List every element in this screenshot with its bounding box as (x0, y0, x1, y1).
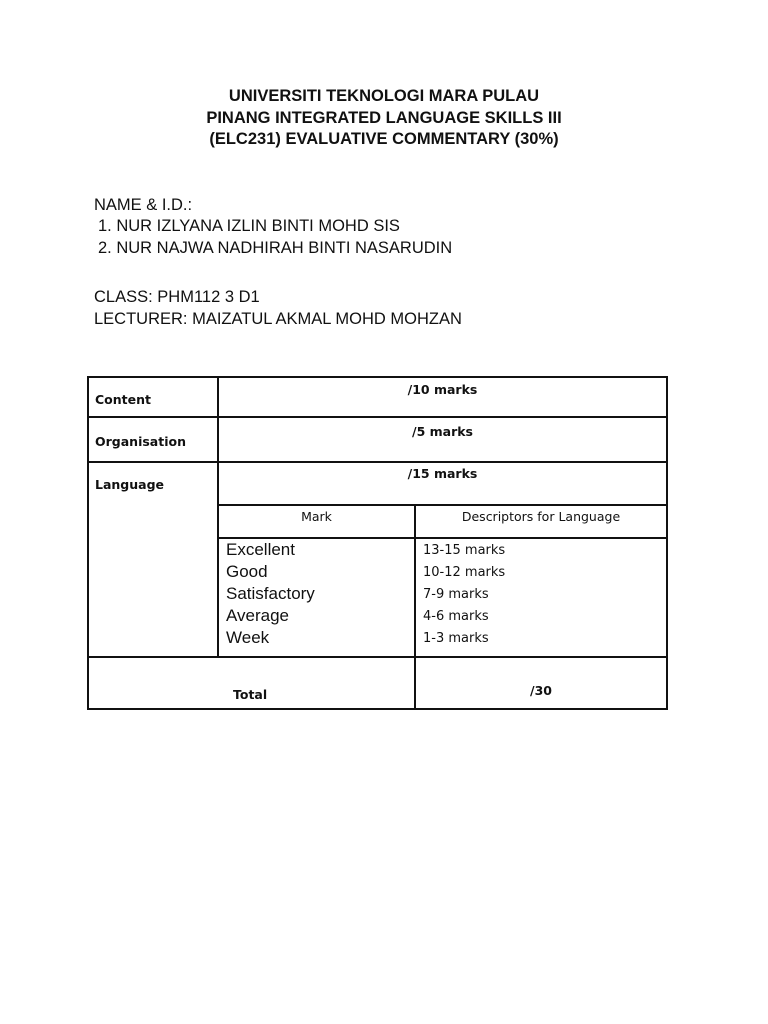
grade-descriptor: 7-9 marks (423, 587, 489, 602)
grade-descriptor: 1-3 marks (423, 631, 489, 646)
table-border (666, 376, 668, 710)
grade-descriptor: 10-12 marks (423, 565, 506, 580)
lecturer-info: LECTURER: MAIZATUL AKMAL MOHD MOHZAN (94, 310, 462, 328)
table-border (87, 376, 668, 378)
grade-mark: Excellent (226, 540, 295, 559)
subheader-mark: Mark (301, 509, 332, 524)
grade-descriptors (423, 540, 505, 650)
table-border (414, 504, 416, 710)
total-label: Total (233, 687, 268, 702)
class-info: CLASS: PHM112 3 D1 (94, 288, 260, 306)
table-border (217, 504, 668, 506)
member-1: 1. NUR IZLYANA IZLIN BINTI MOHD SIS (98, 217, 400, 235)
grade-mark: Average (226, 606, 290, 625)
grade-descriptor: 13-15 marks (423, 543, 506, 558)
row-value-language: /15 marks (407, 466, 478, 481)
name-label: NAME & I.D.: (94, 196, 193, 214)
grade-mark: Week (226, 628, 270, 647)
document-title (0, 86, 768, 151)
table-border (87, 416, 668, 418)
member-2: 2. NUR NAJWA NADHIRAH BINTI NASARUDIN (98, 239, 453, 257)
row-label-content: Content (95, 392, 151, 407)
title-line: UNIVERSITI TEKNOLOGI MARA PULAU (228, 87, 540, 105)
grade-descriptor: 4-6 marks (423, 609, 489, 624)
row-label-language: Language (95, 477, 165, 492)
row-value-content: /10 marks (407, 382, 478, 397)
table-border (87, 656, 668, 658)
grade-marks (226, 539, 315, 649)
table-border (87, 708, 668, 710)
title-line: PINANG INTEGRATED LANGUAGE SKILLS III (206, 108, 562, 127)
row-value-organisation: /5 marks (412, 424, 473, 439)
total-value: /30 (530, 683, 552, 698)
grade-mark: Satisfactory (226, 584, 315, 603)
table-border (87, 461, 668, 463)
table-border (87, 376, 89, 710)
grade-mark: Good (226, 562, 268, 581)
title-line: (ELC231) EVALUATIVE COMMENTARY (30%) (209, 130, 559, 148)
row-label-organisation: Organisation (95, 434, 186, 449)
subheader-descriptors: Descriptors for Language (461, 509, 621, 524)
